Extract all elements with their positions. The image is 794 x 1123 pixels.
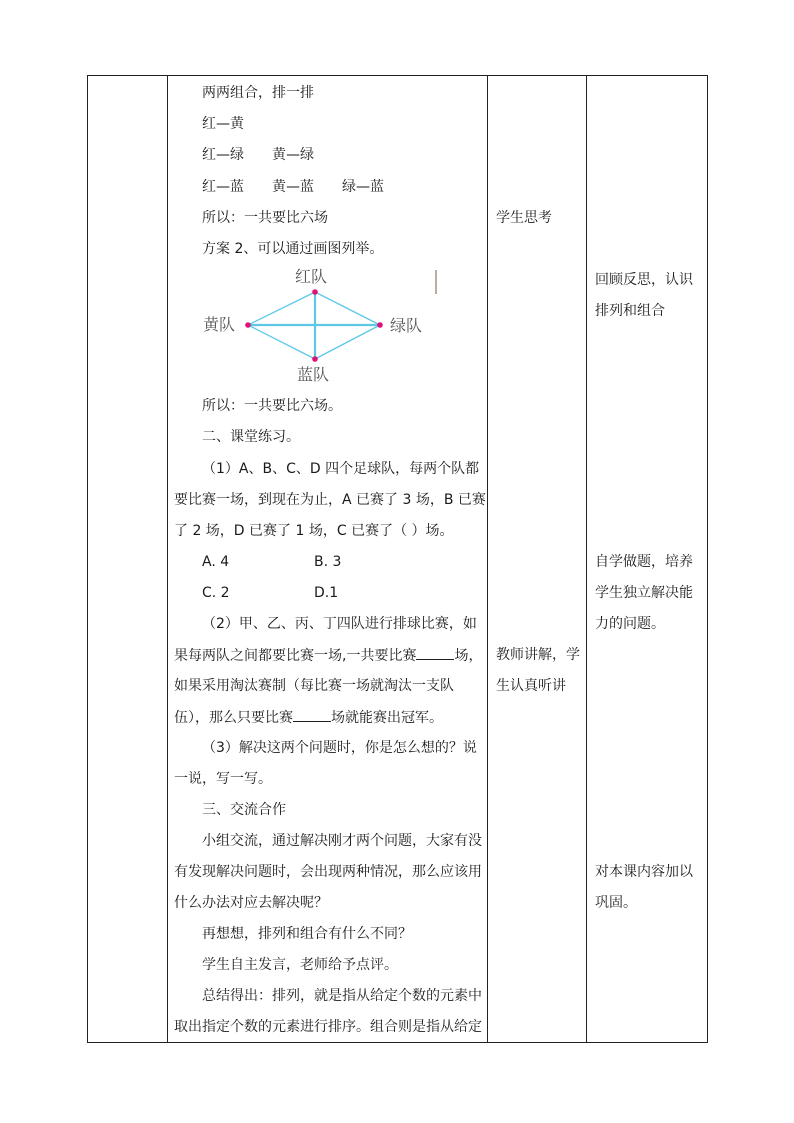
match-line-bottom-right [315,325,380,359]
student-activity: 教师讲解，学 [496,647,580,663]
col-border-left [87,75,88,1043]
col-border-right [707,75,708,1043]
content-line [174,707,443,728]
table-bottom-border [87,1042,708,1043]
content-line: 所以：一共要比六场 [202,210,328,226]
option-c: C. 2 [202,585,230,601]
team-match-diagram [195,262,445,390]
content-line: 取出指定个数的元素进行排序。组合则是指从给定 [174,1019,482,1035]
content-line: 一说，写一写。 [174,771,272,787]
content-line: 黄—绿 [272,147,314,163]
team-blue-label: 蓝队 [297,365,330,384]
option-d: D.1 [314,585,339,601]
design-intent: 巩固。 [595,895,637,911]
design-intent: 力的问题。 [595,616,665,632]
content-line: 黄—蓝 [272,179,314,195]
table-top-border [87,75,708,76]
answer-blank [416,645,454,660]
content-line: 红—黄 [202,116,244,132]
content-line: 绿—蓝 [342,179,384,195]
team-point-left [245,322,251,328]
text-fragment: 伍），那么只要比赛 [174,710,293,726]
option-a: A. 4 [202,554,230,570]
section-heading: 三、交流合作 [202,802,286,818]
student-activity: 生认真听讲 [496,678,566,694]
text-fragment: 场就能赛出冠军。 [331,710,443,726]
content-line: 总结得出：排列，就是指从给定个数的元素中 [202,988,482,1004]
team-point-top [312,289,318,295]
content-line: 要比赛一场，到现在为止，A 已赛了 3 场，B 已赛 [174,492,486,508]
section-heading: 二、课堂练习。 [202,429,300,445]
match-line-top-left [248,292,315,325]
content-line: 方案 2、可以通过画图列举。 [202,241,384,257]
design-intent: 对本课内容加以 [595,864,693,880]
team-red-label: 红队 [295,267,328,286]
content-line: 红—蓝 [202,179,244,195]
text-fragment: 果每两队之间都要比赛一场,一共要比赛 [174,648,417,664]
team-green-label: 绿队 [390,316,423,335]
match-line-bottom-left [248,325,315,359]
content-line: （2）甲、乙、丙、丁四队进行排球比赛，如 [202,616,477,632]
content-line: 两两组合，排一排 [202,85,314,101]
content-line: 所以：一共要比六场。 [202,398,342,414]
design-intent: 回顾反思，认识 [595,272,693,288]
design-intent: 自学做题，培养 [595,554,693,570]
student-activity: 学生思考 [496,210,552,226]
team-point-right [377,322,383,328]
answer-blank [293,707,331,722]
content-line: 什么办法对应去解决呢？ [174,895,328,911]
design-intent: 排列和组合 [595,303,665,319]
team-point-bottom [312,356,318,362]
team-yellow-label: 黄队 [203,315,236,334]
design-intent: 学生独立解决能 [595,585,693,601]
content-line: 学生自主发言，老师给予点评。 [202,957,398,973]
col-border-1 [167,75,168,1043]
content-line: 再想想，排列和组合有什么不同？ [202,926,412,942]
match-line-top-right [315,292,380,325]
text-fragment: 场， [454,648,483,664]
content-line: 如果采用淘汰赛制（每比赛一场就淘汰一支队 [174,678,454,694]
content-line: 有发现解决问题时，会出现两种情况，那么应该用 [174,864,482,880]
col-border-3 [586,75,587,1043]
option-b: B. 3 [314,554,342,570]
content-line: （3）解决这两个问题时，你是怎么想的？说 [202,740,477,756]
content-line: 了 2 场，D 已赛了 1 场，C 已赛了（ ）场。 [174,523,454,539]
content-line: 小组交流，通过解决刚才两个问题，大家有没 [202,833,482,849]
content-line: （1）A、B、C、D 四个足球队，每两个队都 [202,461,480,477]
col-border-2 [487,75,488,1043]
diagram-lines [248,292,380,359]
content-line: 红—绿 [202,147,244,163]
content-line [174,645,482,666]
